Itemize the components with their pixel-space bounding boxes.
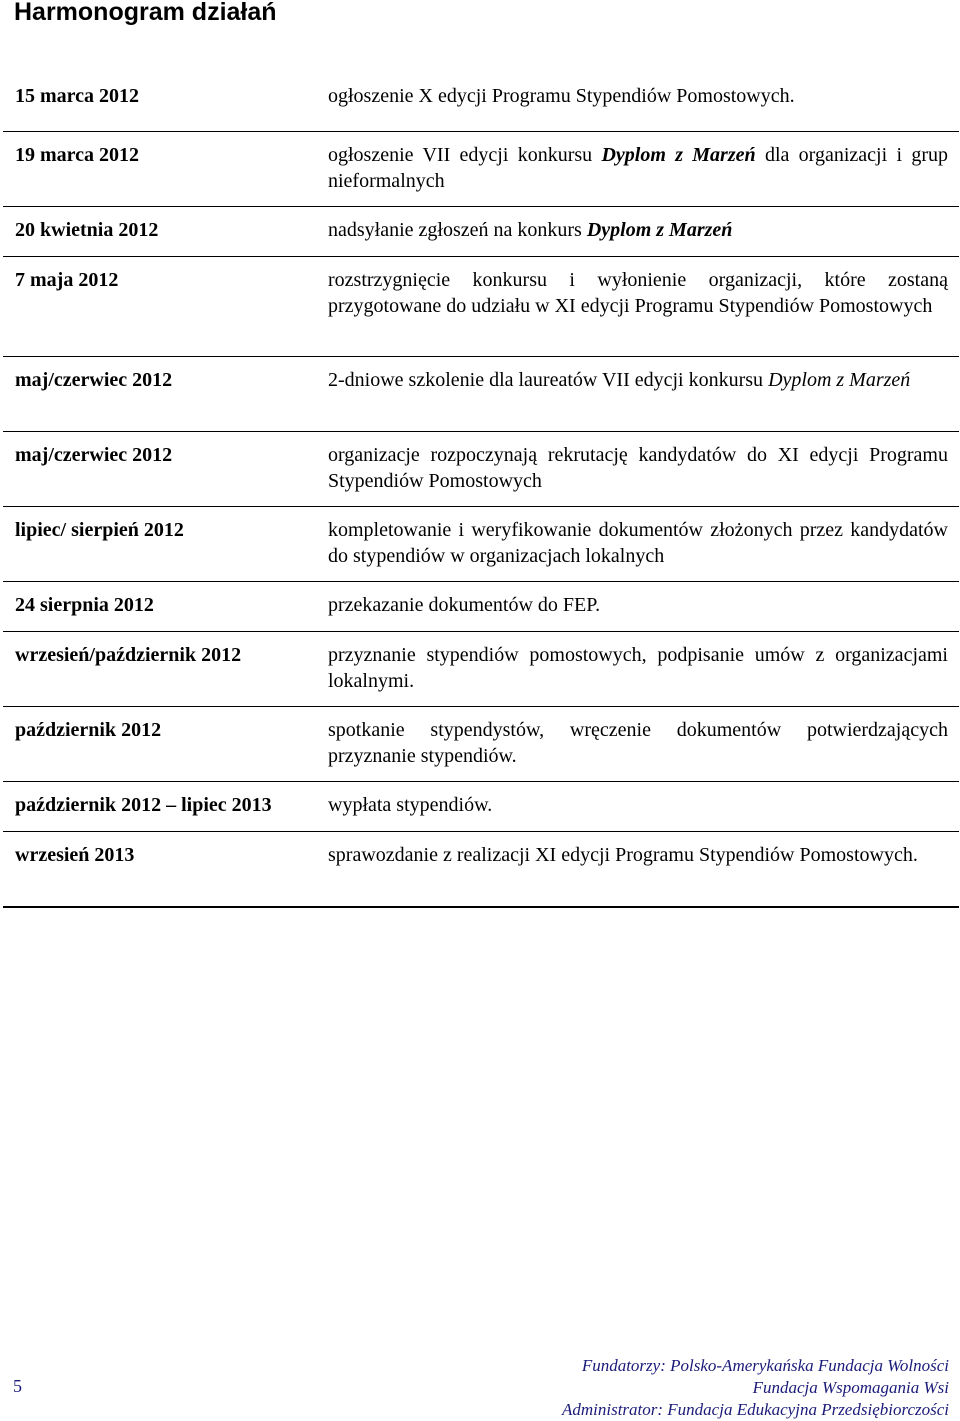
schedule-description: wypłata stypendiów. [328,794,493,816]
schedule-date: maj/czerwiec 2012 [15,369,173,391]
schedule-row [3,257,959,357]
schedule-date: 24 sierpnia 2012 [15,594,154,616]
schedule-description: kompletowanie i weryfikowanie dokumentów złożonych przez kandydatów do stypendiów w organizacjach lokalnych [328,519,948,567]
schedule-row [3,132,959,207]
schedule-description: sprawozdanie z realizacji XI edycji Programu Stypendiów Pomostowych. [328,844,918,866]
schedule-table [3,73,959,908]
footer-line: Fundatorzy: Polsko-Amerykańska Fundacja Wolności [581,1356,949,1375]
schedule-description: ogłoszenie X edycji Programu Stypendiów Pomostowych. [328,85,795,107]
schedule-date: maj/czerwiec 2012 [15,444,173,466]
schedule-row [3,73,959,132]
schedule-row [3,582,959,632]
schedule-date: październik 2012 [15,719,162,741]
description-text: nadsyłanie zgłoszeń na konkurs [328,219,587,241]
competition-name: Dyplom z Marzeń [601,144,756,166]
schedule-row [3,707,959,782]
footer-funders [562,1355,949,1421]
description-text: 2-dniowe szkolenie dla laureatów VII edycji konkursu [328,369,769,391]
page-number: 5 [13,1376,22,1396]
schedule-description [328,217,948,243]
schedule-date: 19 marca 2012 [15,144,140,166]
footer-line: Fundacja Wspomagania Wsi [752,1378,949,1397]
schedule-date: 20 kwietnia 2012 [15,219,159,241]
schedule-description: przyznanie stypendiów pomostowych, podpisanie umów z organizacjami lokalnymi. [328,644,948,692]
schedule-description: organizacje rozpoczynają rekrutację kandydatów do XI edycji Programu Stypendiów Pomostowych [328,444,948,492]
schedule-date: 15 marca 2012 [15,85,140,107]
schedule-row [3,432,959,507]
schedule-date: 7 maja 2012 [15,269,119,291]
schedule-date: październik 2012 – lipiec 2013 [15,794,272,816]
description-text: ogłoszenie VII edycji konkursu [328,144,602,166]
schedule-row [3,782,959,832]
schedule-row [3,357,959,432]
schedule-description [328,367,948,393]
competition-name: Dyplom z Marzeń [768,369,911,391]
schedule-date: wrzesień/październik 2012 [15,644,242,666]
schedule-description: przekazanie dokumentów do FEP. [328,594,601,616]
page-title: Harmonogram działań [14,0,277,26]
schedule-row [3,632,959,707]
schedule-date: wrzesień 2013 [15,844,135,866]
schedule-description: rozstrzygnięcie konkursu i wyłonienie organizacji, które zostaną przygotowane do udziału w XI edycji Programu Stypendiów Pomostowych [328,269,948,317]
competition-name: Dyplom z Marzeń [586,219,733,241]
footer-line: Administrator: Fundacja Edukacyjna Przedsiębiorczości [561,1400,949,1419]
schedule-row [3,207,959,257]
schedule-description: spotkanie stypendystów, wręczenie dokumentów potwierdzających przyznanie stypendiów. [328,719,948,767]
description-text: dla organizacji i grup nieformalnych [328,144,948,192]
schedule-row [3,507,959,582]
schedule-description [328,142,948,194]
schedule-row [3,832,959,908]
schedule-date: lipiec/ sierpień 2012 [15,519,184,541]
